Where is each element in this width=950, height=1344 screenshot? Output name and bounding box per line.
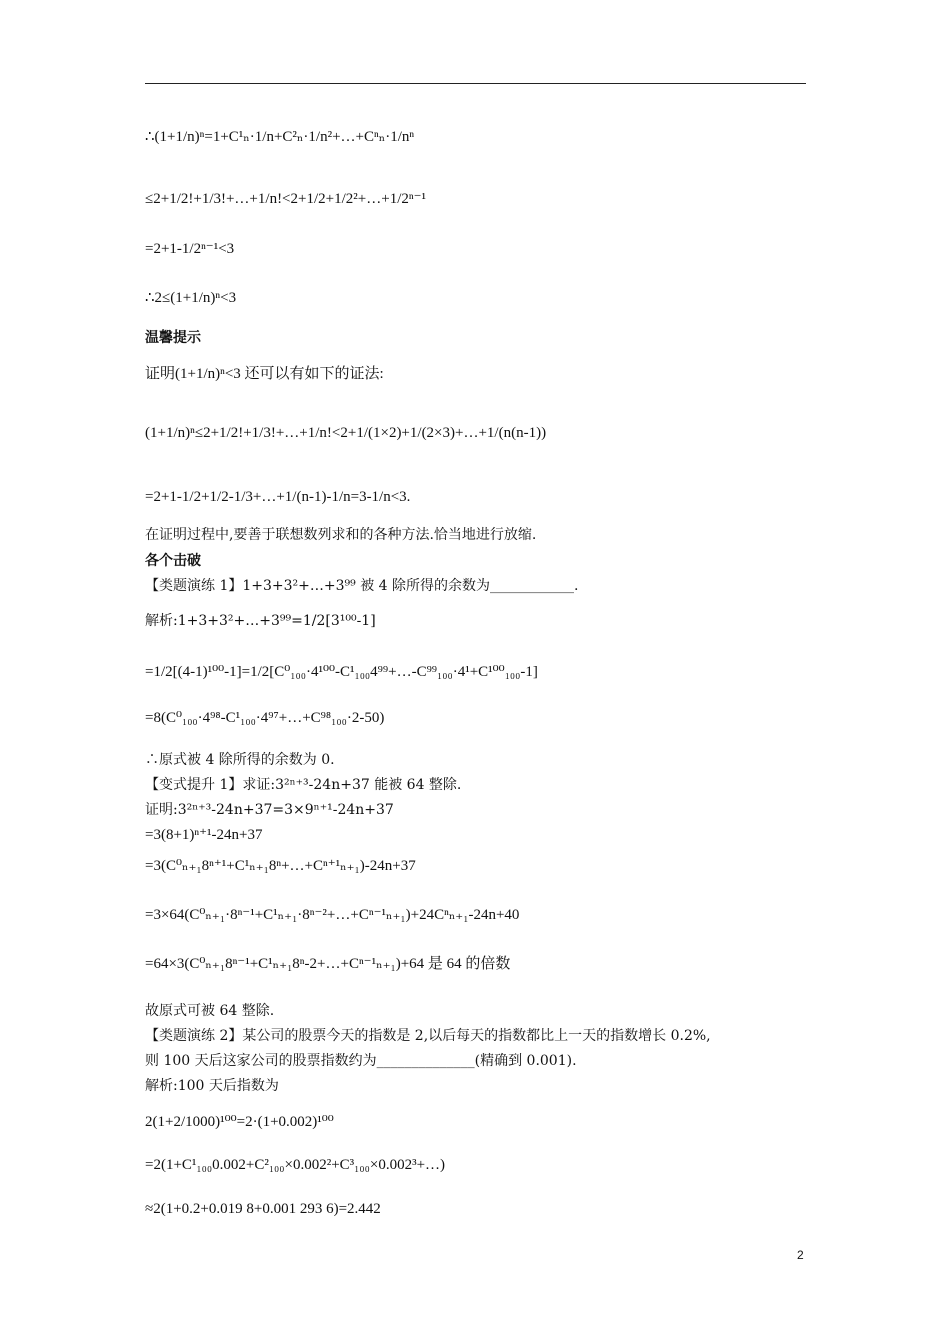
line-15: ∴原式被 4 除所得的余数为 0. — [145, 752, 335, 768]
solution-1: 解析:1+3+3²+…+3⁹⁹=1/2[3¹⁰⁰-1] — [145, 613, 376, 629]
line-3: =2+1-1/2ⁿ⁻¹<3 — [145, 241, 235, 257]
line-28: ≈2(1+0.2+0.019 8+0.001 293 6)=2.442 — [145, 1201, 381, 1217]
line-4: ∴2≤(1+1/n)ⁿ<3 — [145, 290, 237, 306]
line-22: 故原式可被 64 整除. — [145, 1003, 275, 1019]
line-18: =3(8+1)ⁿ⁺¹-24n+37 — [145, 827, 263, 843]
solution-2: 解析:100 天后指数为 — [145, 1078, 279, 1094]
proof-1: 证明:3²ⁿ⁺³-24n+37=3×9ⁿ⁺¹-24n+37 — [145, 802, 394, 818]
line-14: =8(C⁰₁₀₀·4⁹⁸-C¹₁₀₀·4⁹⁷+…+C⁹⁸₁₀₀·2-50) — [145, 710, 385, 726]
tip-heading: 温馨提示 — [145, 330, 201, 346]
line-20: =3×64(C⁰ₙ₊₁·8ⁿ⁻¹+C¹ₙ₊₁·8ⁿ⁻²+…+Cⁿ⁻¹ₙ₊₁)+24Cⁿₙ₊₁-24n+40 — [145, 907, 520, 923]
line-7: (1+1/n)ⁿ≤2+1/2!+1/3!+…+1/n!<2+1/(1×2)+1/(2×3)+…+1/(n(n-1)) — [145, 425, 547, 441]
line-8: =2+1-1/2+1/2-1/3+…+1/(n-1)-1/n=3-1/n<3. — [145, 489, 411, 505]
line-21: =64×3(C⁰ₙ₊₁8ⁿ⁻¹+C¹ₙ₊₁8ⁿ-2+…+Cⁿ⁻¹ₙ₊₁)+64 是 64 的倍数 — [145, 956, 511, 972]
line-27: =2(1+C¹₁₀₀0.002+C²₁₀₀×0.002²+C³₁₀₀×0.002³+…) — [145, 1157, 446, 1173]
line-26: 2(1+2/1000)¹⁰⁰=2·(1+0.002)¹⁰⁰ — [145, 1114, 334, 1130]
exercise-2-cont: 则 100 天后这家公司的股票指数约为______________(精确到 0.001). — [145, 1053, 577, 1069]
section-heading: 各个击破 — [145, 553, 201, 569]
exercise-2: 【类题演练 2】某公司的股票今天的指数是 2,以后每天的指数都比上一天的指数增长 0.2%, — [145, 1028, 711, 1044]
exercise-1: 【类题演练 1】1+3+3²+…+3⁹⁹ 被 4 除所得的余数为____________. — [145, 578, 579, 594]
line-13: =1/2[(4-1)¹⁰⁰-1]=1/2[C⁰₁₀₀·4¹⁰⁰-C¹₁₀₀4⁹⁹+…-C⁹⁹₁₀₀·4¹+C¹⁰⁰₁₀₀-1] — [145, 664, 538, 680]
line-9: 在证明过程中,要善于联想数列求和的各种方法.恰当地进行放缩. — [145, 527, 537, 543]
header-rule — [145, 83, 806, 84]
line-1: ∴(1+1/n)ⁿ=1+C¹ₙ·1/n+C²ₙ·1/n²+…+Cⁿₙ·1/nⁿ — [145, 129, 415, 145]
variant-1: 【变式提升 1】求证:3²ⁿ⁺³-24n+37 能被 64 整除. — [145, 777, 462, 793]
line-6: 证明(1+1/n)ⁿ<3 还可以有如下的证法: — [145, 366, 384, 382]
line-19: =3(C⁰ₙ₊₁8ⁿ⁺¹+C¹ₙ₊₁8ⁿ+…+Cⁿ⁺¹ₙ₊₁)-24n+37 — [145, 858, 416, 874]
line-2: ≤2+1/2!+1/3!+…+1/n!<2+1/2+1/2²+…+1/2ⁿ⁻¹ — [145, 191, 426, 207]
page-number: 2 — [797, 1248, 804, 1262]
